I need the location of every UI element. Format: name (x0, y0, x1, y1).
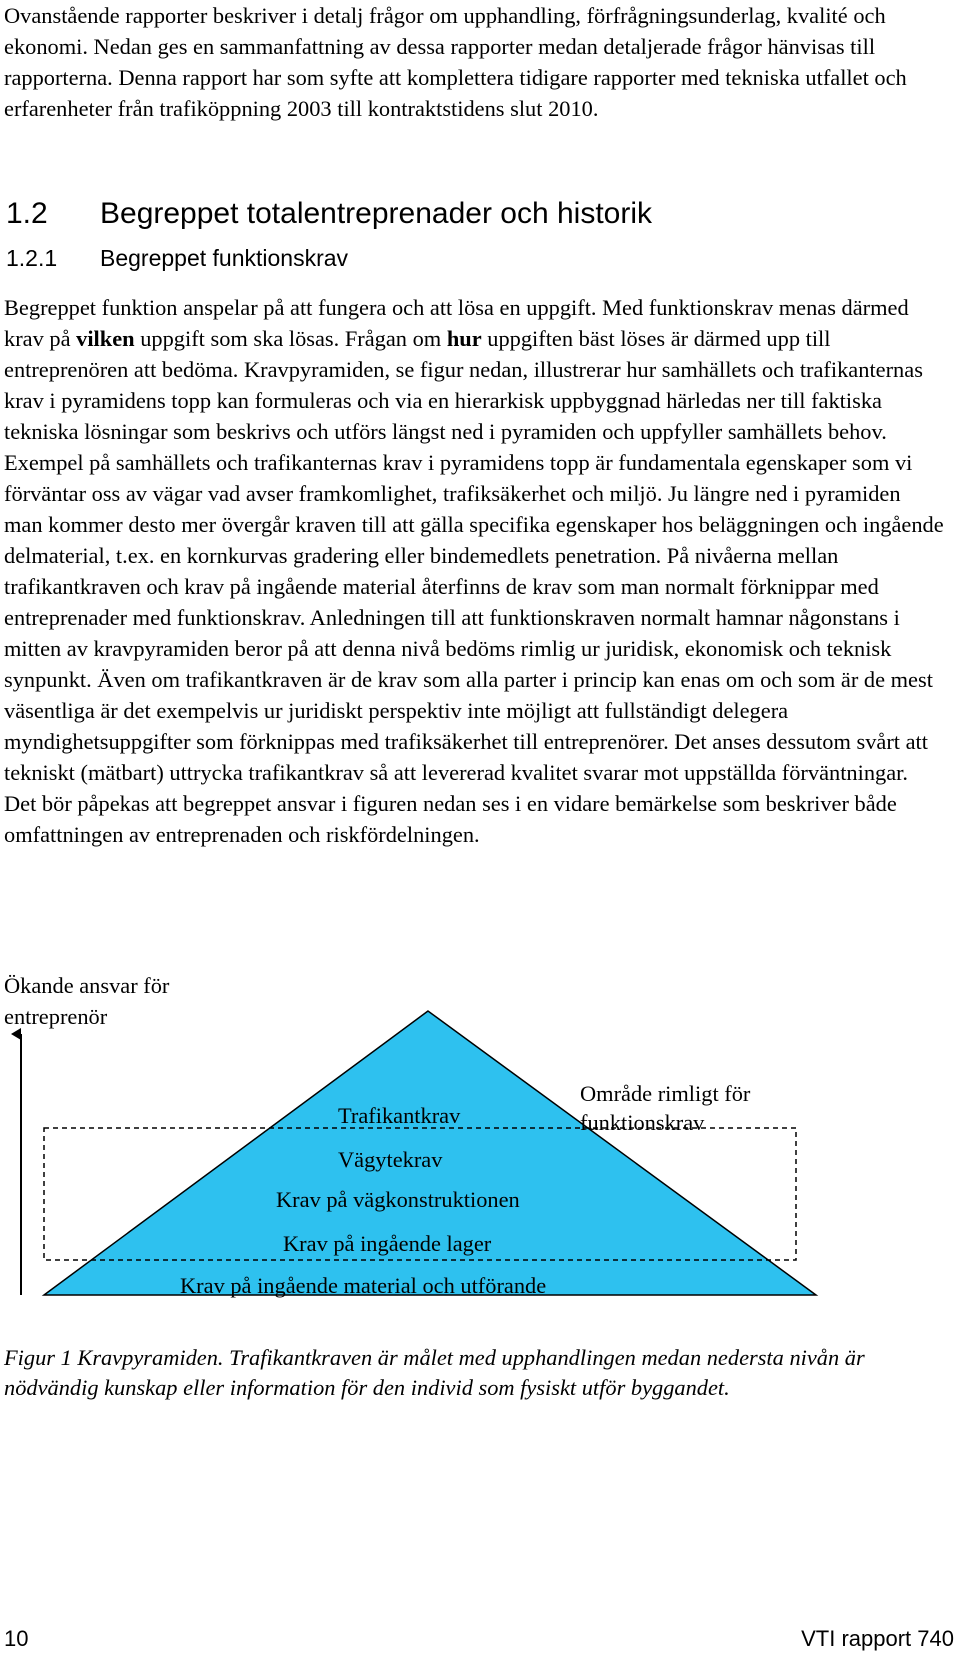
page-number: 10 (4, 1626, 29, 1651)
subsection-number: 1.2.1 (6, 245, 58, 271)
pyramid-diagram (0, 970, 960, 1330)
level-trafikantkrav: Trafikantkrav (338, 1103, 461, 1128)
intro-paragraph: Ovanstående rapporter beskriver i detalj frågor om upphandling, förfrågningsunderlag, kvalité och ekonomi. Nedan ges en sammanfattning av dessa rapporter medan detaljerade frågor hänvisas till rapporterna. Denna rapport har som syfte att komplettera tidigare rapporter med tekniska utfallet och erfarenheter från trafiköppning 2003 till kontraktstidens slut 2010. (4, 3, 907, 121)
level-vagkonstruktion: Krav på vägkonstruktionen (276, 1187, 520, 1212)
body-paragraph (4, 292, 944, 850)
body-bold-which: vilken (76, 326, 135, 351)
figure-caption: Figur 1 Kravpyramiden. Trafikantkraven är målet med upphandlingen medan nedersta nivån är nödvändig kunskap eller information för den individ som fysiskt utför byggandet. (4, 1345, 865, 1400)
subsection-heading (6, 244, 348, 272)
axis-label-line1: Ökande ansvar för (4, 973, 170, 998)
body-bold-how: hur (446, 326, 482, 351)
region-label-line2: funktionskrav (580, 1110, 705, 1135)
subsection-title: Begreppet funktionskrav (100, 245, 349, 271)
section-title: Begreppet totalentreprenader och historik (100, 197, 653, 230)
body-text-3: uppgiften bäst löses är därmed upp till entreprenören att bedöma. Kravpyramiden, se figur nedan, illustrerar hur samhällets och trafikanternas krav i pyramidens topp kan formuleras och via en hierarkisk uppbyggnad härledas ner till faktiska tekniska lösningar som beskrivs och utförs längst ned i pyramiden och uppfyller samhällets behov. Exempel på samhällets och trafikanternas krav i pyramidens topp är fundamentala egenskaper som vi förväntar oss av vägar vad avser framkomlighet, trafiksäkerhet och miljö. Ju längre ned i pyramiden man kommer desto mer övergår kraven till att gälla specifika egenskaper hos beläggningen och ingående delmaterial, t.ex. en kornkurvas gradering eller bindemedlets penetration. På nivåerna mellan trafikantkraven och krav på ingående material återfinns de krav som man normalt förknippar med entreprenader med funktionskrav. Anledningen till att funktionskraven normalt hamnar någonstans i mitten av kravpyramiden beror på att denna nivå bedöms rimlig ur juridisk, ekonomisk och teknisk synpunkt. Även om trafikantkraven är de krav som alla parter i princip kan enas om och som är de mest väsentliga är det exempelvis ur juridiskt perspektiv inte möjligt att fullständigt delegera myndighetsuppgifter som förknippas med trafiksäkerhet till entreprenörer. Det anses dessutom svårt att tekniskt (mätbart) uttrycka trafikantkrav så att levererad kvalitet svarar mot uppställda förväntningar. Det bör påpekas att begreppet ansvar i figuren nedan ses i en vidare bemärkelse som beskriver både omfattningen av entreprenaden och riskfördelningen. (4, 326, 944, 847)
level-ingaende-lager: Krav på ingående lager (283, 1231, 492, 1256)
section-number: 1.2 (6, 197, 48, 230)
region-label-line1: Område rimligt för (580, 1081, 751, 1106)
axis-label-line2: entreprenör (4, 1004, 108, 1029)
level-vagytekrav: Vägytekrav (338, 1147, 443, 1172)
level-material-utforande: Krav på ingående material och utförande (180, 1273, 547, 1298)
body-text-2: uppgift som ska lösas. Frågan om (134, 326, 447, 351)
report-name: VTI rapport 740 (801, 1626, 954, 1651)
section-heading (6, 196, 652, 232)
body-text-1: Begreppet funktion anspelar på att fungera och att lösa en uppgift. Med funktionskrav menas därmed krav på (4, 295, 909, 351)
pyramid-figure (0, 970, 960, 1330)
